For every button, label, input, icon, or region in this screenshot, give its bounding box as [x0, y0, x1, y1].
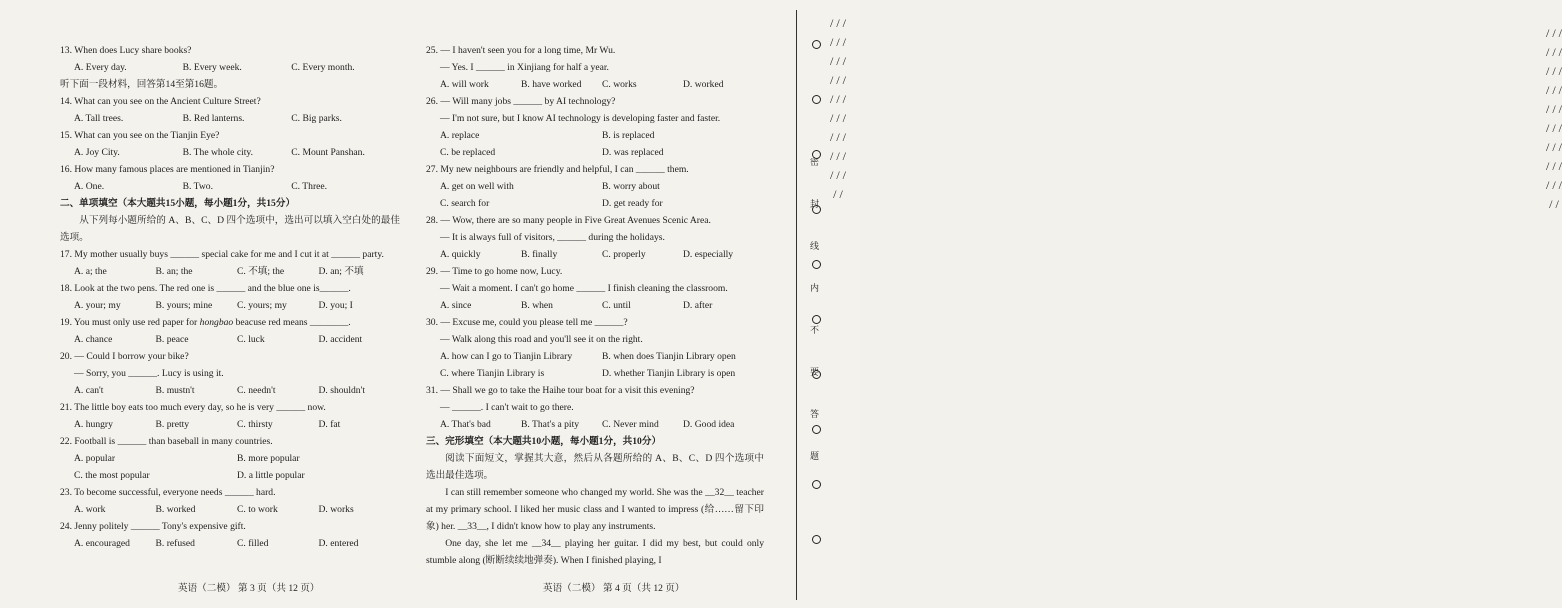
question-stem: 21. The little boy eats too much every day, so he is very ______ now. — [60, 402, 326, 413]
question-stem: 24. Jenny politely ______ Tony's expensive gift. — [60, 521, 246, 532]
page-footer-left: 英语（二模） 第 3 页（共 12 页） — [178, 583, 320, 594]
seal-circle — [812, 315, 821, 324]
answer-option: C. where Tianjin Library is — [440, 368, 545, 379]
answer-option: A. work — [74, 504, 106, 515]
dialogue-reply: — Yes. I ______ in Xinjiang for half a year. — [440, 62, 609, 73]
answer-option: C. the most popular — [74, 470, 150, 481]
seal-label: 密 — [810, 157, 820, 167]
answer-options — [426, 195, 764, 212]
answer-options — [60, 535, 400, 552]
answer-option: B. worked — [155, 504, 196, 515]
question-stem: 15. What can you see on the Tianjin Eye? — [60, 130, 220, 141]
answer-options — [60, 263, 400, 280]
answer-option: C. needn't — [237, 385, 276, 396]
answer-option: A. your; my — [74, 300, 121, 311]
question-stem: 31. — Shall we go to take the Haihe tour boat for a visit this evening? — [426, 385, 695, 396]
answer-option: B. is replaced — [602, 130, 655, 141]
answer-option: C. Three. — [291, 181, 328, 192]
answer-option: B. when — [521, 300, 553, 311]
right-column — [426, 42, 764, 569]
question-stem: 27. My new neighbours are friendly and helpful, I can ______ them. — [426, 164, 689, 175]
question-stem: 22. Football is ______ than baseball in many countries. — [60, 436, 273, 447]
answer-option: D. especially — [683, 249, 734, 260]
answer-option: C. Never mind — [602, 419, 659, 430]
answer-options — [60, 501, 400, 518]
seal-circle — [812, 370, 821, 379]
answer-option: D. entered — [318, 538, 359, 549]
answer-options — [60, 144, 400, 161]
seal-label: 内 — [810, 283, 820, 293]
seal-circle — [812, 95, 821, 104]
dialogue-reply: — I'm not sure, but I know AI technology is developing faster and faster. — [440, 113, 721, 124]
answer-option: D. Good idea — [683, 419, 735, 430]
answer-option: C. works — [602, 79, 637, 90]
answer-option: B. Two. — [182, 181, 213, 192]
dialogue-reply: — Wait a moment. I can't go home ______ I finish cleaning the classroom. — [440, 283, 728, 294]
section-heading: 二、单项填空（本大题共15小题，每小题1分，共15分） — [60, 198, 296, 209]
answer-option: C. be replaced — [440, 147, 496, 158]
page-footer-right: 英语（二模） 第 4 页（共 12 页） — [543, 583, 685, 594]
answer-option: A. popular — [74, 453, 116, 464]
stem-text: 19. You must only use red paper for — [60, 317, 200, 328]
answer-option: A. encouraged — [74, 538, 130, 549]
answer-options — [426, 178, 764, 195]
seal-label: 题 — [810, 451, 820, 461]
seal-circle — [812, 425, 821, 434]
answer-option: B. an; the — [155, 266, 193, 277]
question-stem — [60, 314, 400, 331]
instruction-paragraph: One day, she let me __34__ playing her guitar. I did my best, but could only stumble along (断断续续地弹奏). When I finished playing, I — [426, 538, 764, 566]
answer-option: C. to work — [237, 504, 278, 515]
answer-options — [60, 450, 400, 467]
answer-options — [60, 467, 400, 484]
answer-option: B. peace — [155, 334, 189, 345]
question-stem: 16. How many famous places are mentioned in Tianjin? — [60, 164, 275, 175]
question-stem: 30. — Excuse me, could you please tell me ______? — [426, 317, 628, 328]
answer-options — [426, 297, 764, 314]
answer-option: B. mustn't — [155, 385, 195, 396]
answer-option: A. chance — [74, 334, 113, 345]
dialogue-reply: — ______. I can't wait to go there. — [440, 402, 574, 413]
answer-options — [426, 348, 764, 365]
answer-option: D. worked — [683, 79, 724, 90]
question-stem: 29. — Time to go home now, Lucy. — [426, 266, 563, 277]
dialogue-reply: — It is always full of visitors, ______ during the holidays. — [440, 232, 665, 243]
question-stem: 26. — Will many jobs ______ by AI technology? — [426, 96, 616, 107]
answer-option: D. get ready for — [602, 198, 663, 209]
answer-options — [60, 110, 400, 127]
question-stem: 17. My mother usually buys ______ special cake for me and I cut it at ______ party. — [60, 249, 384, 260]
answer-options — [426, 76, 764, 93]
answer-option: A. hungry — [74, 419, 113, 430]
answer-option: B. Red lanterns. — [182, 113, 245, 124]
answer-option: A. Tall trees. — [74, 113, 124, 124]
answer-option: D. you; I — [318, 300, 353, 311]
binding-slashes-right: / / / / / / / / / / / / / / / / / / / / / / / / / / / / / — [830, 16, 847, 201]
question-stem: 13. When does Lucy share books? — [60, 45, 192, 56]
seal-circle — [812, 480, 821, 489]
seal-label: 要 — [810, 367, 820, 377]
answer-option: B. That's a pity — [521, 419, 580, 430]
answer-option: B. worry about — [602, 181, 660, 192]
answer-option: D. an; 不填 — [318, 266, 364, 277]
answer-option: B. pretty — [155, 419, 190, 430]
question-stem: 20. — Could I borrow your bike? — [60, 351, 189, 362]
answer-option: A. Every day. — [74, 62, 127, 73]
answer-options — [60, 59, 400, 76]
answer-options — [426, 127, 764, 144]
seal-label: 不 — [810, 325, 820, 335]
answer-options — [426, 365, 764, 382]
answer-option: C. yours; my — [237, 300, 287, 311]
answer-option: B. Every week. — [182, 62, 242, 73]
question-stem: 14. What can you see on the Ancient Culture Street? — [60, 96, 261, 107]
answer-option: D. works — [318, 504, 354, 515]
answer-option: D. was replaced — [602, 147, 664, 158]
seal-label: 封 — [810, 199, 820, 209]
answer-option: D. shouldn't — [318, 385, 366, 396]
question-stem: 23. To become successful, everyone needs ______ hard. — [60, 487, 276, 498]
seal-circle — [812, 150, 821, 159]
stem-italic: hongbao — [199, 317, 234, 328]
dialogue-reply: — Walk along this road and you'll see it on the right. — [440, 334, 643, 345]
answer-option: C. Big parks. — [291, 113, 342, 124]
answer-option: A. can't — [74, 385, 104, 396]
listening-note: 听下面一段材料，回答第14至第16题。 — [60, 79, 224, 90]
answer-option: D. a little popular — [237, 470, 305, 481]
answer-option: C. filled — [237, 538, 269, 549]
answer-options — [60, 382, 400, 399]
answer-option: A. will work — [440, 79, 489, 90]
answer-option: C. Mount Panshan. — [291, 147, 365, 158]
left-column — [60, 42, 400, 552]
answer-options — [60, 297, 400, 314]
answer-option: D. fat — [318, 419, 341, 430]
answer-option: D. whether Tianjin Library is open — [602, 368, 736, 379]
answer-option: C. luck — [237, 334, 265, 345]
answer-option: A. quickly — [440, 249, 481, 260]
answer-option: A. get on well with — [440, 181, 514, 192]
answer-option: B. refused — [155, 538, 195, 549]
seal-labels — [800, 60, 830, 480]
answer-options — [60, 416, 400, 433]
answer-option: A. One. — [74, 181, 105, 192]
question-stem: 25. — I haven't seen you for a long time, Mr Wu. — [426, 45, 616, 56]
answer-options — [60, 178, 400, 195]
answer-option: C. 不填; the — [237, 266, 285, 277]
seal-label: 线 — [810, 241, 820, 251]
answer-option: A. Joy City. — [74, 147, 120, 158]
seal-circle — [812, 260, 821, 269]
answer-option: C. thirsty — [237, 419, 273, 430]
answer-options — [426, 246, 764, 263]
instruction-paragraph: 阅读下面短文，掌握其大意，然后从各题所给的 A、B、C、D 四个选项中选出最佳选项。 — [426, 453, 764, 481]
answer-options — [426, 144, 764, 161]
question-stem: 28. — Wow, there are so many people in Five Great Avenues Scenic Area. — [426, 215, 711, 226]
answer-option: B. The whole city. — [182, 147, 253, 158]
stem-text: beacuse red means ________. — [233, 317, 351, 328]
answer-option: A. since — [440, 300, 472, 311]
answer-option: B. have worked — [521, 79, 582, 90]
answer-option: C. search for — [440, 198, 490, 209]
dialogue-reply: — Sorry, you ______. Lucy is using it. — [74, 368, 224, 379]
instruction-paragraph: I can still remember someone who changed my world. She was the __32__ teacher at my primary school. I liked her music class and I wanted to impress (给……留下印象) her. __33__, I didn't know how to play any instruments. — [426, 487, 764, 532]
answer-options — [60, 331, 400, 348]
answer-option: A. how can I go to Tianjin Library — [440, 351, 573, 362]
seal-circle — [812, 205, 821, 214]
answer-options — [426, 416, 764, 433]
answer-option: A. replace — [440, 130, 480, 141]
question-stem: 18. Look at the two pens. The red one is ______ and the blue one is______. — [60, 283, 351, 294]
answer-option: D. after — [683, 300, 713, 311]
answer-option: B. when does Tianjin Library open — [602, 351, 736, 362]
answer-option: B. finally — [521, 249, 558, 260]
answer-option: B. more popular — [237, 453, 300, 464]
answer-option: B. yours; mine — [155, 300, 213, 311]
seal-label: 答 — [810, 409, 820, 419]
instruction-paragraph: 从下列每小题所给的 A、B、C、D 四个选项中，选出可以填入空白处的最佳选项。 — [60, 215, 400, 243]
binding-slashes-left: / / / / / / / / / / / / / / / / / / / / / / / / / / / / / — [1546, 26, 1562, 211]
seal-circle — [812, 40, 821, 49]
section-heading: 三、完形填空（本大题共10小题，每小题1分，共10分） — [426, 436, 662, 447]
answer-option: C. properly — [602, 249, 646, 260]
binding-line — [796, 10, 797, 600]
answer-option: A. a; the — [74, 266, 107, 277]
seal-circle — [812, 535, 821, 544]
answer-option: C. until — [602, 300, 631, 311]
answer-option: C. Every month. — [291, 62, 355, 73]
answer-option: A. That's bad — [440, 419, 491, 430]
answer-option: D. accident — [318, 334, 363, 345]
